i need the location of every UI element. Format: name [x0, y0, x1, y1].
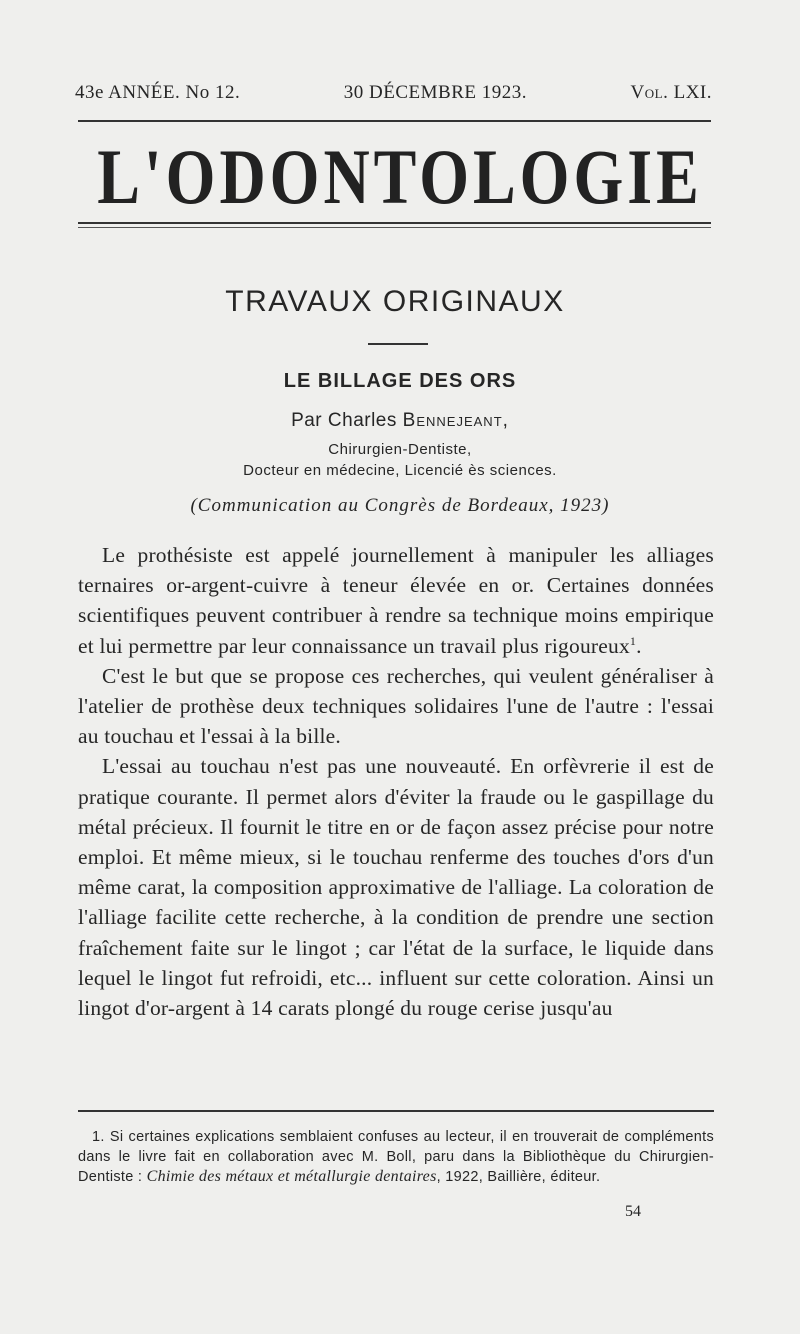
title-rule-upper: [78, 222, 711, 224]
footnote-publisher: , 1922, Baillière, éditeur.: [436, 1169, 601, 1185]
running-head: [75, 82, 712, 104]
author-prefix: Par Charles: [291, 410, 397, 431]
author-surname: Bennejeant,: [402, 410, 509, 431]
paragraph: C'est le but que se propose ces recherches, qui veulent généraliser à l'atelier de prothèse deux techniques solidaires l'une de l'autre : l'essai au touchau et l'essai à la bille.: [78, 663, 714, 749]
footnote-text: 1. Si certaines explications semblaient confuses au lecteur, il en trouverait de compléments dans le livre fait en collaboration avec M. Boll, paru dans la Bibliothèque du Chirurgien-Dentiste :: [78, 1129, 714, 1185]
author-degrees: Docteur en médecine, Licencié ès sciences.: [243, 462, 557, 479]
article-author: [0, 410, 800, 432]
section-title: TRAVAUX ORIGINAUX: [225, 285, 565, 318]
header-rule: [78, 120, 711, 122]
journal-title: L'ODONTOLOGIE: [97, 133, 703, 220]
footnote-book-title: Chimie des métaux et métallurgie dentaires: [146, 1168, 437, 1185]
page-number: 54: [625, 1203, 641, 1220]
volume-number: Vol. LXI.: [630, 82, 712, 103]
communication-note: (Communication au Congrès de Bordeaux, 1923): [190, 495, 610, 516]
footnote-rule: [78, 1110, 714, 1112]
footnote-ref[interactable]: 1: [629, 633, 637, 648]
issue-year: 43e ANNÉE. No 12.: [75, 82, 241, 103]
paragraph-text: Le prothésiste est appelé journellement à manipuler les alliages ternaires or-argent-cuivre à teneur élevée en or. Certaines données scientifiques peuvent contribuer à rendre sa technique moins empirique et lui permettre par leur connaissance un travail plus rigoureux: [78, 543, 714, 658]
article-title: LE BILLAGE DES ORS: [283, 370, 517, 392]
footnote: [78, 1128, 714, 1188]
issue-date: 30 DÉCEMBRE 1923.: [343, 82, 527, 103]
article-body: [78, 540, 714, 1023]
paragraph: [78, 540, 714, 661]
section-divider: [368, 343, 428, 345]
paragraph-tail: .: [636, 633, 642, 658]
author-role: Chirurgien-Dentiste,: [328, 441, 472, 458]
paragraph: L'essai au touchau n'est pas une nouveauté. En orfèvrerie il est de pratique courante. Il permet alors d'éviter la fraude ou le gaspillage du métal précieux. Il fournit le titre en or de façon assez précise pour notre emploi. Et même mieux, si le touchau renferme des touches d'ors d'un même carat, la composition approximative de l'alliage. La coloration de l'alliage facilite cette recherche, à la condition de prendre une section fraîchement faite sur le lingot ; car l'état de la surface, le liquide dans lequel le lingot fut refroidi, etc... influent sur cette coloration. Ainsi un lingot d'or-argent à 14 carats plongé du rouge cerise jusqu'au: [78, 754, 714, 1021]
title-rule-lower: [78, 227, 711, 228]
